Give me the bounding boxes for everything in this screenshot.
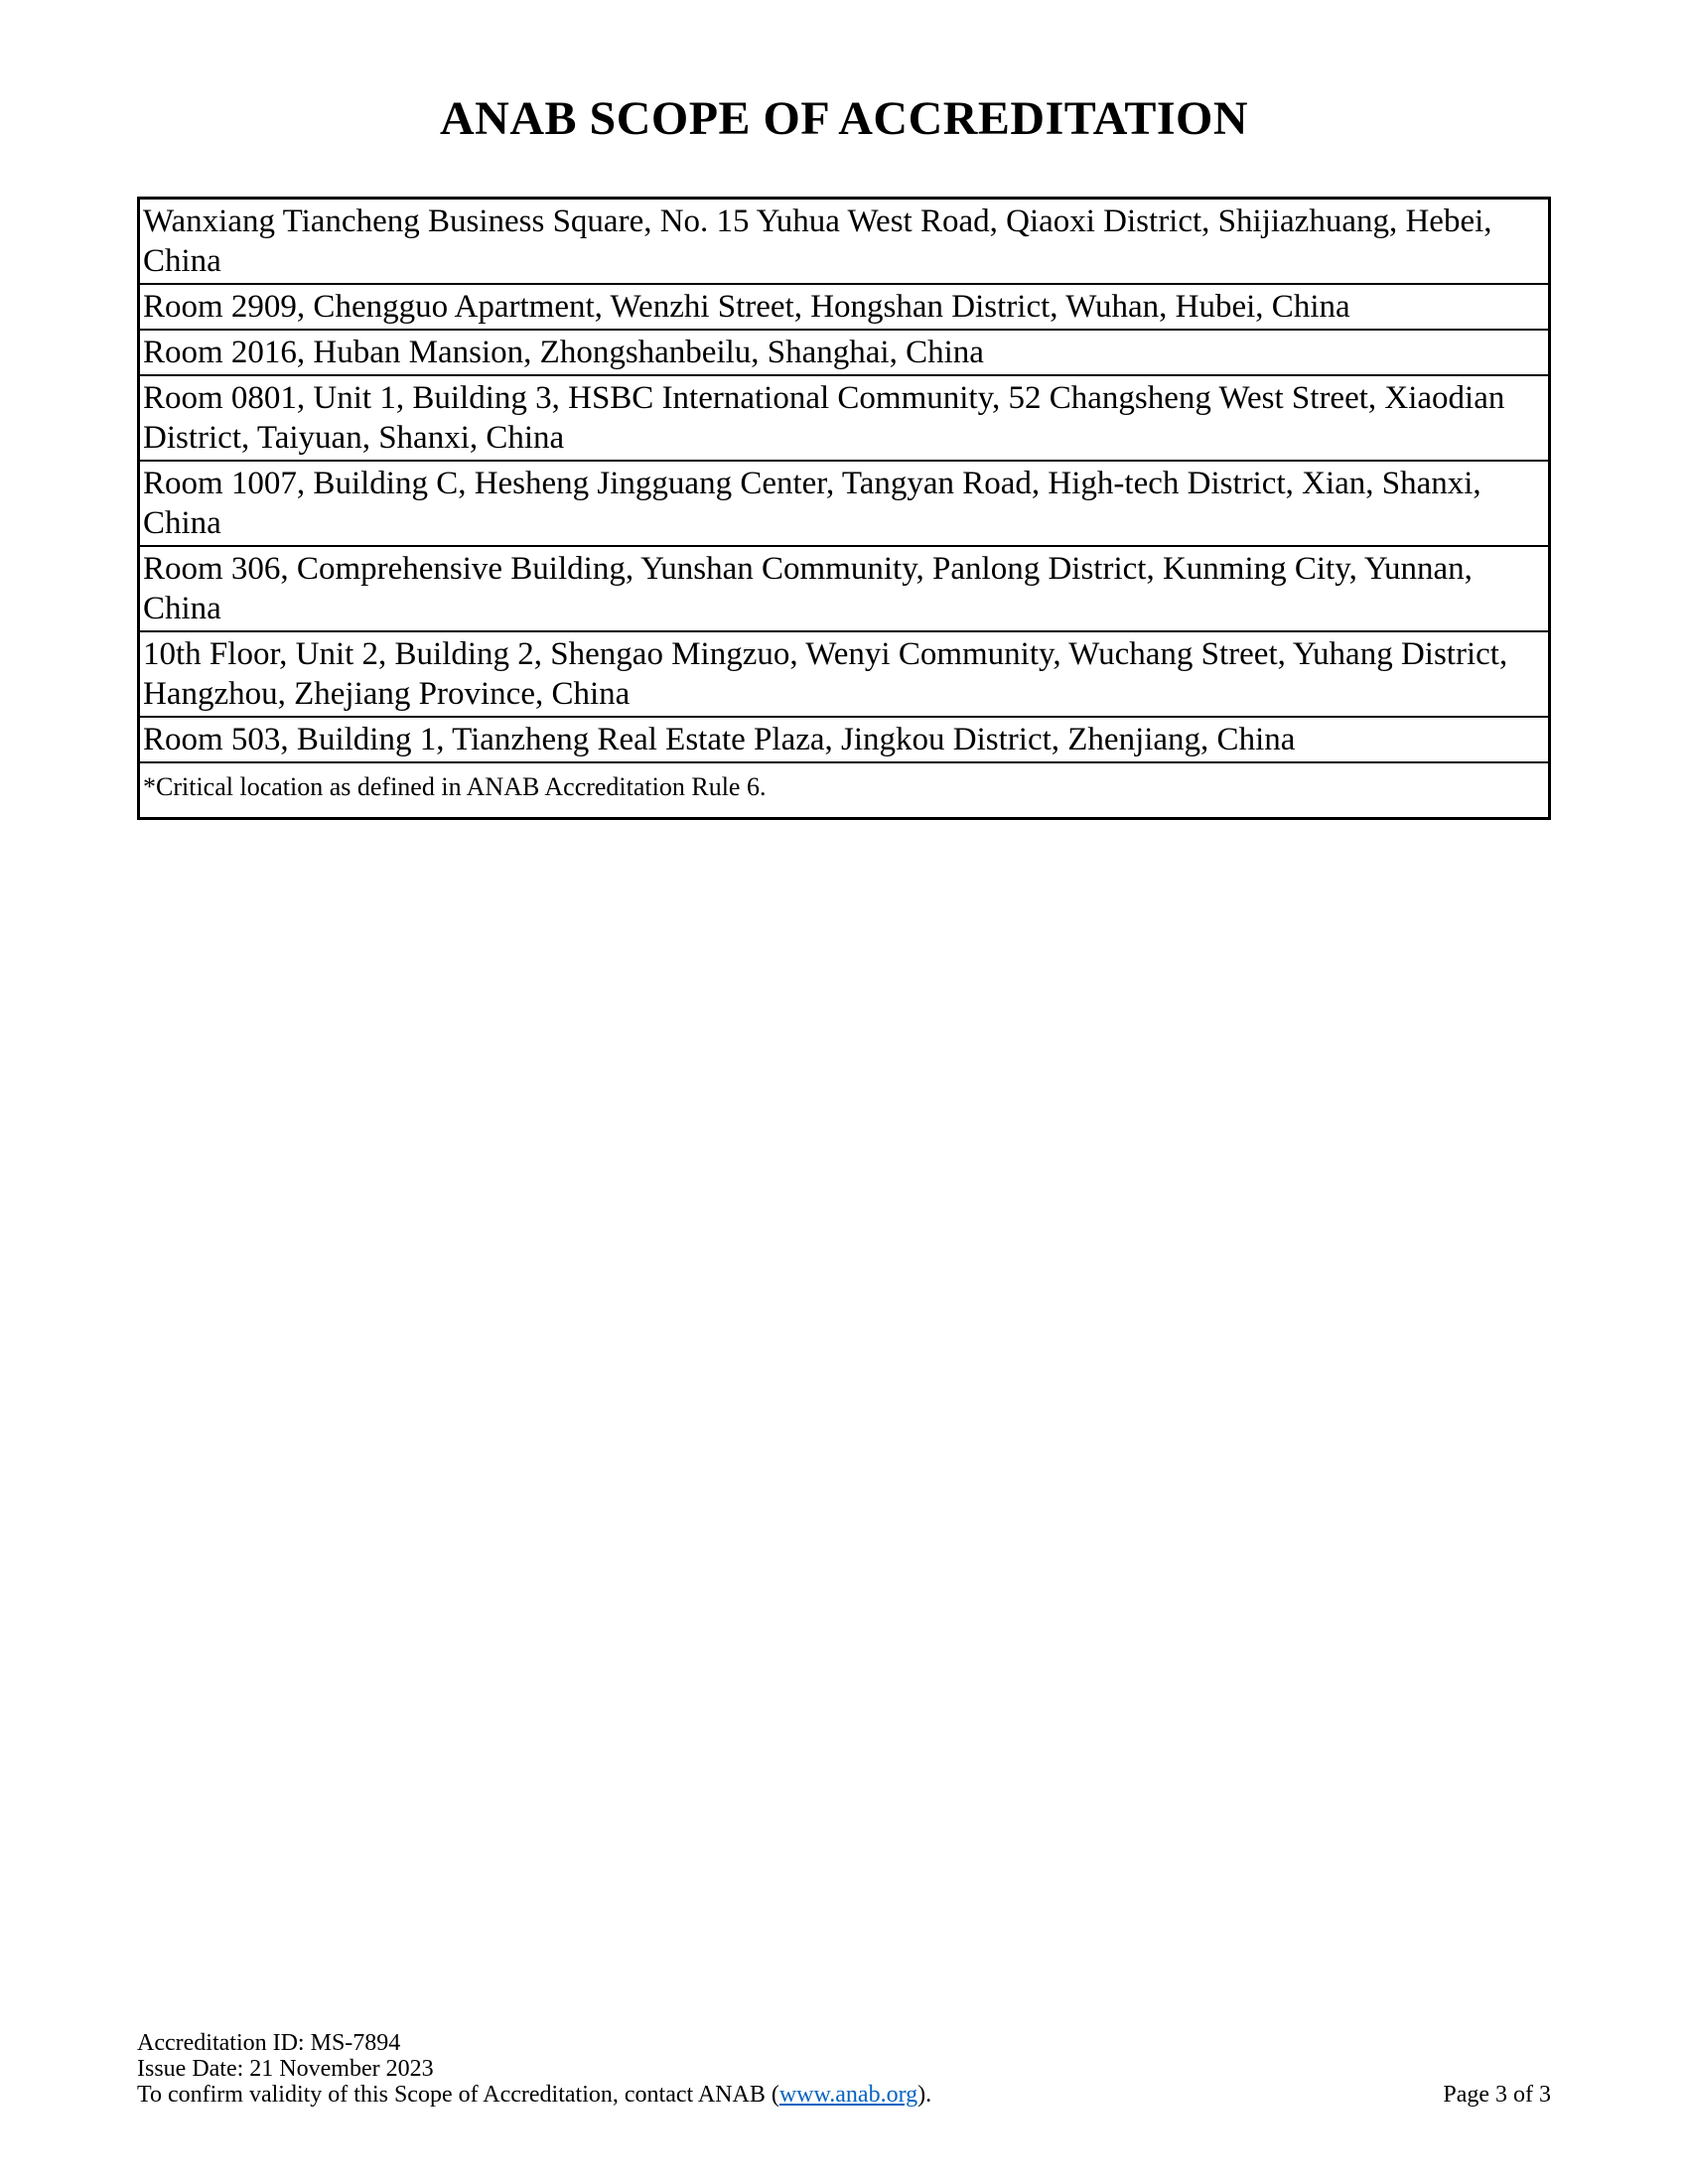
validity-suffix: ). xyxy=(917,2082,932,2108)
address-row: Room 503, Building 1, Tianzheng Real Estate Plaza, Jingkou District, Zhenjiang, China xyxy=(140,718,1548,763)
locations-table xyxy=(137,197,1551,820)
anab-link[interactable]: www.anab.org xyxy=(778,2082,918,2108)
address-row: Room 1007, Building C, Hesheng Jingguang Center, Tangyan Road, High-tech District, Xian, Shanxi, China xyxy=(140,462,1548,547)
address-row: Wanxiang Tiancheng Business Square, No. 15 Yuhua West Road, Qiaoxi District, Shijiazhuang, Hebei, China xyxy=(140,200,1548,285)
validity-statement xyxy=(137,2082,931,2108)
accreditation-id: Accreditation ID: MS-7894 xyxy=(137,2030,401,2056)
critical-location-footnote: *Critical location as defined in ANAB Accreditation Rule 6. xyxy=(143,772,767,801)
address-row: Room 2016, Huban Mansion, Zhongshanbeilu, Shanghai, China xyxy=(140,331,1548,376)
page-indicator: Page 3 of 3 xyxy=(1443,2082,1551,2108)
address-row: Room 0801, Unit 1, Building 3, HSBC International Community, 52 Changsheng West Street, Xiaodian District, Taiyuan, Shanxi, China xyxy=(140,376,1548,462)
page-footer xyxy=(137,2030,1551,2108)
issue-date: Issue Date: 21 November 2023 xyxy=(137,2056,434,2082)
address-row: Room 2909, Chengguo Apartment, Wenzhi Street, Hongshan District, Wuhan, Hubei, China xyxy=(140,285,1548,331)
validity-prefix: To confirm validity of this Scope of Accreditation, contact ANAB ( xyxy=(137,2082,779,2108)
address-row: 10th Floor, Unit 2, Building 2, Shengao Mingzuo, Wenyi Community, Wuchang Street, Yuhang District, Hangzhou, Zhejiang Province, China xyxy=(140,632,1548,718)
page-title: ANAB SCOPE OF ACCREDITATION xyxy=(439,92,1249,145)
address-row: Room 306, Comprehensive Building, Yunshan Community, Panlong District, Kunming City, Yunnan, China xyxy=(140,547,1548,632)
